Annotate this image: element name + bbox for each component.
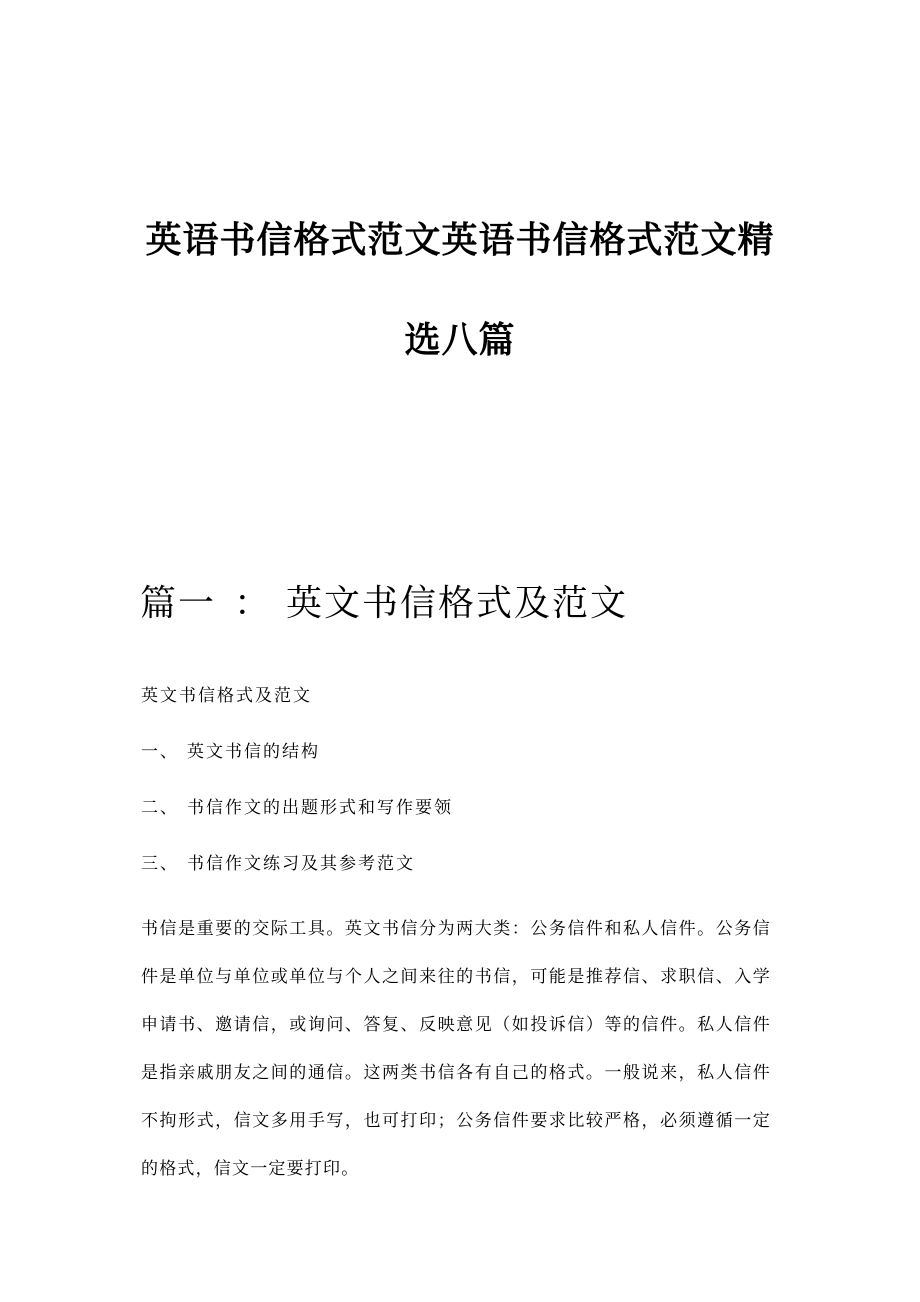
body-paragraph: 书信是重要的交际工具。英文书信分为两大类：公务信件和私人信件。公务信件是单位与单位或单位与个人之间来往的书信，可能是推荐信、求职信、入学申请书、邀请信，或询问、答复、反映意见（如投诉信）等的信件。私人信件是指亲戚朋友之间的通信。这两类书信各有自己的格式。一般说来，私人信件不拘形式，信文多用手写，也可打印；公务信件要求比较严格，必须遵循一定的格式，信文一定要打印。 — [141, 919, 771, 1179]
outline-item-1 — [141, 740, 320, 764]
outline-item-text: 书信作文练习及其参考范文 — [187, 854, 415, 874]
document-title — [140, 212, 780, 368]
outline-item-number: 二、 — [141, 798, 179, 818]
outline-item-number: 一、 — [141, 742, 179, 762]
outline-item-3 — [141, 852, 415, 876]
outline-item-2 — [141, 796, 453, 820]
section-heading — [140, 578, 628, 630]
section-colon: ： — [234, 583, 273, 624]
section-prefix: 篇一 — [140, 583, 217, 624]
subtitle: 英文书信格式及范文 — [141, 686, 312, 706]
document-title-line-2: 选八篇 — [404, 319, 516, 361]
outline-item-text: 英文书信的结构 — [187, 742, 320, 762]
outline-item-number: 三、 — [141, 854, 179, 874]
outline-item-text: 书信作文的出题形式和写作要领 — [187, 798, 453, 818]
document-title-line-1: 英语书信格式范文英语书信格式范文精 — [145, 219, 775, 261]
section-heading-text: 英文书信格式及范文 — [286, 583, 629, 624]
